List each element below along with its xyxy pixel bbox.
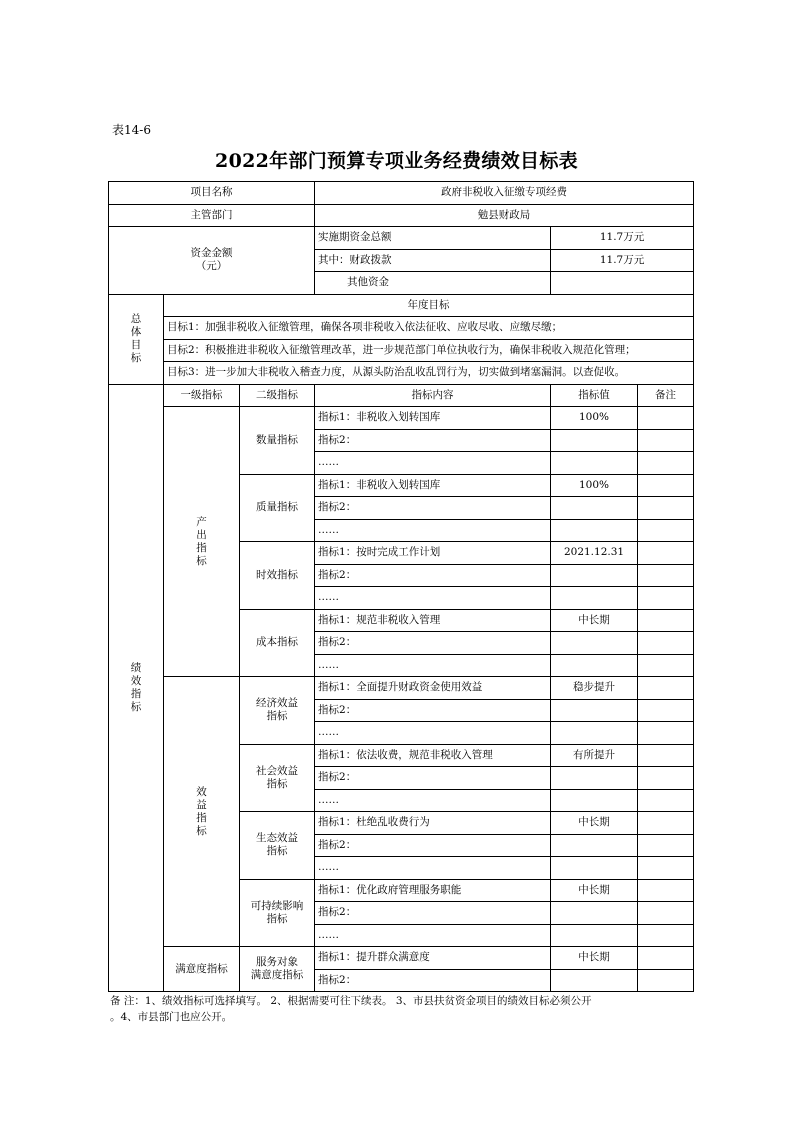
indicator-remark bbox=[638, 857, 694, 880]
indicator-value: 中长期 bbox=[551, 947, 638, 970]
indicator-remark bbox=[638, 744, 694, 767]
perf-char: 绩 bbox=[130, 661, 142, 674]
level1-char: 满意度指标 bbox=[175, 962, 228, 975]
indicator-content: …… bbox=[315, 857, 551, 880]
overall-target-label bbox=[109, 294, 164, 384]
indicator-remark bbox=[638, 722, 694, 745]
indicator-value bbox=[551, 519, 638, 542]
level2-indicator bbox=[240, 474, 315, 542]
level2-label-line: 质量指标 bbox=[256, 501, 298, 514]
indicator-content: 指标2： bbox=[315, 902, 551, 925]
goal-1: 目标1：加强非税收入征缴管理，确保各项非税收入依法征收、应收尽收、应缴尽缴； bbox=[164, 317, 694, 340]
indicator-value bbox=[551, 564, 638, 587]
overall-char: 总 bbox=[130, 313, 142, 325]
level2-label-line: 数量指标 bbox=[256, 433, 298, 446]
fund-label-line1: 资金金额 bbox=[190, 247, 233, 260]
indicator-value bbox=[551, 654, 638, 677]
indicator-value bbox=[551, 834, 638, 857]
indicator-value bbox=[551, 699, 638, 722]
year-goal-label: 年度目标 bbox=[164, 294, 694, 317]
perf-indicator-label bbox=[109, 384, 164, 992]
indicator-content: …… bbox=[315, 519, 551, 542]
indicator-content: …… bbox=[315, 452, 551, 475]
indicator-value: 中长期 bbox=[551, 879, 638, 902]
level2-label-line: 可持续影响 bbox=[250, 899, 304, 912]
overall-char: 目 bbox=[130, 339, 142, 351]
indicator-content: 指标1：非税收入划转国库 bbox=[315, 407, 551, 430]
performance-target-table bbox=[108, 181, 694, 992]
indicator-content: …… bbox=[315, 924, 551, 947]
level1-char: 指 bbox=[196, 811, 207, 824]
fund-finance-label: 其中：财政拨款 bbox=[315, 249, 551, 272]
level1-char: 效 bbox=[196, 785, 207, 798]
level2-label-line: 指标 bbox=[266, 777, 288, 790]
indicator-remark bbox=[638, 699, 694, 722]
indicator-content: 指标2： bbox=[315, 834, 551, 857]
col-header-level2: 二级指标 bbox=[240, 384, 315, 407]
indicator-content: …… bbox=[315, 722, 551, 745]
table-number: 表14-6 bbox=[112, 123, 151, 137]
level2-label-line: 指标 bbox=[266, 912, 288, 925]
fund-other-value bbox=[551, 272, 694, 295]
indicator-remark bbox=[638, 947, 694, 970]
indicator-remark bbox=[638, 407, 694, 430]
indicator-content: 指标1：提升群众满意度 bbox=[315, 947, 551, 970]
level2-label-line: 指标 bbox=[266, 710, 288, 723]
indicator-content: 指标2： bbox=[315, 969, 551, 992]
footnote bbox=[110, 993, 700, 1025]
indicator-remark bbox=[638, 474, 694, 497]
indicator-content: 指标1：杜绝乱收费行为 bbox=[315, 812, 551, 835]
dept-value: 勉县财政局 bbox=[315, 204, 694, 227]
indicator-value bbox=[551, 924, 638, 947]
level1-char: 标 bbox=[196, 554, 207, 567]
indicator-content: 指标1：规范非税收入管理 bbox=[315, 609, 551, 632]
indicator-remark bbox=[638, 609, 694, 632]
project-name-value: 政府非税收入征缴专项经费 bbox=[315, 182, 694, 205]
indicator-remark bbox=[638, 542, 694, 565]
indicator-content: 指标2： bbox=[315, 699, 551, 722]
fund-row bbox=[109, 227, 694, 250]
level1-char: 指 bbox=[196, 541, 207, 554]
indicator-remark bbox=[638, 812, 694, 835]
indicator-remark bbox=[638, 969, 694, 992]
indicator-value bbox=[551, 969, 638, 992]
indicator-remark bbox=[638, 879, 694, 902]
level2-label-line: 时效指标 bbox=[256, 568, 298, 581]
indicator-content: …… bbox=[315, 587, 551, 610]
fund-label bbox=[109, 227, 315, 295]
level2-indicator bbox=[240, 812, 315, 880]
goal-row bbox=[109, 362, 694, 385]
project-name-row bbox=[109, 182, 694, 205]
indicator-remark bbox=[638, 452, 694, 475]
goal-3: 目标3：进一步加大非税收入稽查力度，从源头防治乱收乱罚行为，切实做到堵塞漏洞。以查促收。 bbox=[164, 362, 694, 385]
indicator-remark bbox=[638, 564, 694, 587]
indicator-value bbox=[551, 902, 638, 925]
indicator-remark bbox=[638, 497, 694, 520]
perf-header-row bbox=[109, 384, 694, 407]
indicator-row bbox=[109, 677, 694, 700]
indicator-content: …… bbox=[315, 789, 551, 812]
indicator-remark bbox=[638, 924, 694, 947]
level2-label-line: 满意度指标 bbox=[250, 969, 304, 981]
indicator-value: 100% bbox=[551, 407, 638, 430]
level1-char: 出 bbox=[196, 528, 207, 541]
fund-total-value: 11.7万元 bbox=[551, 227, 694, 250]
col-header-level1: 一级指标 bbox=[164, 384, 240, 407]
level1-indicator bbox=[164, 677, 240, 947]
indicator-value: 100% bbox=[551, 474, 638, 497]
indicator-remark bbox=[638, 767, 694, 790]
level2-indicator bbox=[240, 947, 315, 992]
indicator-content: 指标2： bbox=[315, 632, 551, 655]
dept-row bbox=[109, 204, 694, 227]
indicator-value bbox=[551, 789, 638, 812]
indicator-row bbox=[109, 407, 694, 430]
indicator-remark bbox=[638, 519, 694, 542]
col-header-content: 指标内容 bbox=[315, 384, 551, 407]
footnote-line2: 。4、市县部门也应公开。 bbox=[110, 1011, 233, 1023]
indicator-value bbox=[551, 587, 638, 610]
indicator-content: 指标2： bbox=[315, 497, 551, 520]
indicator-remark bbox=[638, 429, 694, 452]
overall-char: 体 bbox=[130, 326, 142, 338]
indicator-content: 指标1：优化政府管理服务职能 bbox=[315, 879, 551, 902]
footnote-line1: 备 注：1、绩效指标可选择填写。 2、根据需要可往下续表。 3、市县扶贫资金项目的绩效目标必须公开 bbox=[110, 995, 592, 1007]
indicator-content: 指标2： bbox=[315, 429, 551, 452]
goal-row bbox=[109, 339, 694, 362]
indicator-remark bbox=[638, 632, 694, 655]
perf-char: 标 bbox=[130, 700, 142, 713]
indicator-value: 中长期 bbox=[551, 812, 638, 835]
level2-indicator bbox=[240, 677, 315, 745]
level2-indicator bbox=[240, 407, 315, 475]
indicator-value bbox=[551, 857, 638, 880]
indicator-value: 中长期 bbox=[551, 609, 638, 632]
indicator-value bbox=[551, 497, 638, 520]
goal-2: 目标2：积极推进非税收入征缴管理改革，进一步规范部门单位执收行为，确保非税收入规范化管理； bbox=[164, 339, 694, 362]
indicator-remark bbox=[638, 677, 694, 700]
indicator-value: 2021.12.31 bbox=[551, 542, 638, 565]
indicator-content: 指标1：按时完成工作计划 bbox=[315, 542, 551, 565]
level2-label-line: 经济效益 bbox=[256, 697, 298, 710]
indicator-value: 稳步提升 bbox=[551, 677, 638, 700]
project-name-label: 项目名称 bbox=[109, 182, 315, 205]
indicator-value bbox=[551, 722, 638, 745]
indicator-row bbox=[109, 947, 694, 970]
level2-indicator bbox=[240, 879, 315, 947]
dept-label: 主管部门 bbox=[109, 204, 315, 227]
fund-finance-value: 11.7万元 bbox=[551, 249, 694, 272]
fund-other-label: 其他资金 bbox=[315, 272, 551, 295]
level2-label-line: 指标 bbox=[266, 845, 288, 858]
level1-char: 产 bbox=[196, 515, 207, 528]
page-title: 2022年部门预算专项业务经费绩效目标表 bbox=[215, 150, 578, 172]
indicator-remark bbox=[638, 834, 694, 857]
level2-indicator bbox=[240, 542, 315, 610]
indicator-content: 指标1：全面提升财政资金使用效益 bbox=[315, 677, 551, 700]
col-header-remark: 备注 bbox=[638, 384, 694, 407]
level1-indicator bbox=[164, 407, 240, 677]
level2-indicator bbox=[240, 744, 315, 812]
fund-label-line2: （元） bbox=[195, 260, 228, 273]
overall-char: 标 bbox=[130, 352, 142, 364]
level1-char: 益 bbox=[196, 798, 207, 811]
goal-row bbox=[109, 317, 694, 340]
level1-char: 标 bbox=[196, 824, 207, 837]
level1-indicator bbox=[164, 947, 240, 992]
year-goal-header-row bbox=[109, 294, 694, 317]
level2-label-line: 社会效益 bbox=[256, 764, 298, 777]
level2-label-line: 生态效益 bbox=[256, 832, 298, 845]
indicator-value bbox=[551, 767, 638, 790]
indicator-content: 指标2： bbox=[315, 564, 551, 587]
col-header-value: 指标值 bbox=[551, 384, 638, 407]
perf-char: 指 bbox=[130, 687, 142, 700]
indicator-remark bbox=[638, 789, 694, 812]
indicator-remark bbox=[638, 902, 694, 925]
indicator-value bbox=[551, 632, 638, 655]
perf-char: 效 bbox=[130, 674, 142, 687]
indicator-content: …… bbox=[315, 654, 551, 677]
indicator-content: 指标1：依法收费，规范非税收入管理 bbox=[315, 744, 551, 767]
indicator-remark bbox=[638, 587, 694, 610]
indicator-value bbox=[551, 429, 638, 452]
indicator-content: 指标2： bbox=[315, 767, 551, 790]
indicator-content: 指标1：非税收入划转国库 bbox=[315, 474, 551, 497]
level2-label-line: 成本指标 bbox=[256, 636, 298, 649]
level2-indicator bbox=[240, 609, 315, 677]
fund-total-label: 实施期资金总额 bbox=[315, 227, 551, 250]
level2-label-line: 服务对象 bbox=[256, 956, 298, 968]
indicator-value: 有所提升 bbox=[551, 744, 638, 767]
indicator-value bbox=[551, 452, 638, 475]
indicator-remark bbox=[638, 654, 694, 677]
